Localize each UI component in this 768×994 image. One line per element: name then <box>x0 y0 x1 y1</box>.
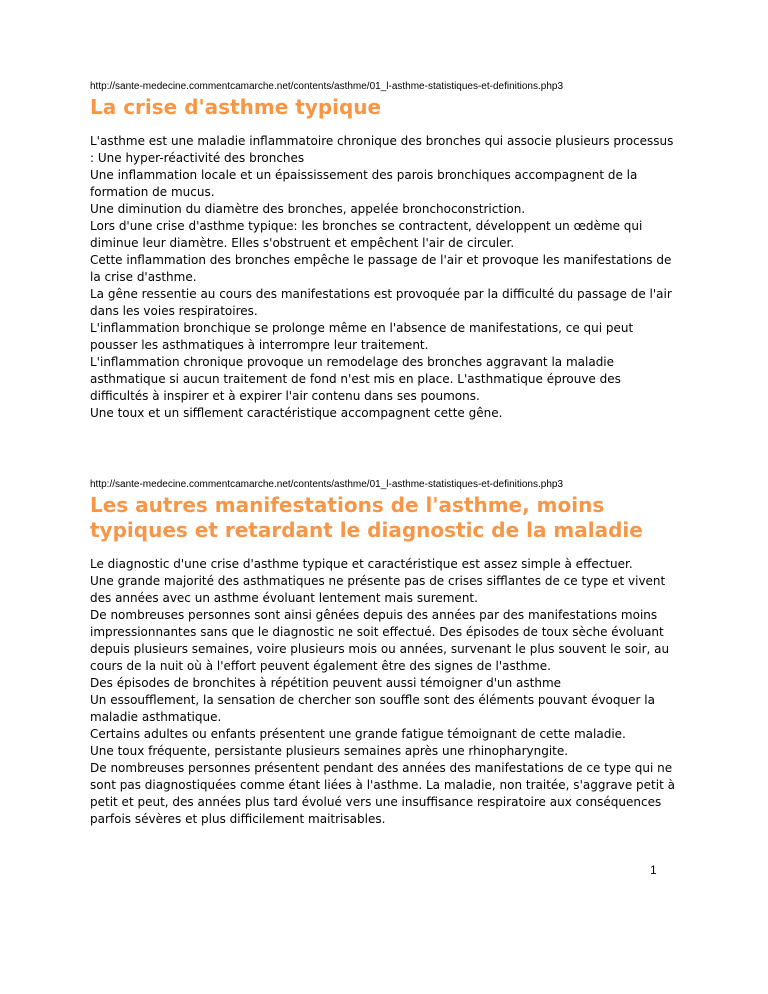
paragraph: De nombreuses personnes sont ainsi gênées depuis des années par des manifestations moins impressionnantes sans que le diagnostic ne soit effectué. Des épisodes de toux sèche évoluant depuis plusieurs semaines, voire plusieurs mois ou années, survenant le plus souvent le soir, au cours de la nuit où à l'effort peuvent également être des signes de l'asthme. <box>90 608 670 673</box>
paragraph: Le diagnostic d'une crise d'asthme typique et caractéristique est assez simple à effectuer. <box>90 557 633 571</box>
paragraph: Une toux fréquente, persistante plusieurs semaines après une rhinopharyngite. <box>90 744 569 758</box>
source-url: http://sante-medecine.commentcamarche.net/contents/asthme/01_l-asthme-statistiques-et-definitions.php3 <box>90 81 564 92</box>
paragraph: L'asthme est une maladie inflammatoire chronique des bronches qui associe plusieurs processus : Une hyper-réactivité des bronches <box>90 134 674 165</box>
paragraph: Une grande majorité des asthmatiques ne présente pas de crises sifflantes de ce type et vivent des années avec un asthme évoluant lentement mais surement. <box>90 574 666 605</box>
section-body <box>90 556 676 828</box>
paragraph: Certains adultes ou enfants présentent une grande fatigue témoignant de cette maladie. <box>90 727 626 741</box>
paragraph: Cette inflammation des bronches empêche le passage de l'air et provoque les manifestations de la crise d'asthme. <box>90 253 672 284</box>
paragraph: La gêne ressentie au cours des manifestations est provoquée par la difficulté du passage de l'air dans les voies respiratoires. <box>90 287 672 318</box>
paragraph: Une inflammation locale et un épaississement des parois bronchiques accompagnent de la formation de mucus. <box>90 168 638 199</box>
paragraph: Lors d'une crise d'asthme typique: les bronches se contractent, développent un œdème qui diminue leur diamètre. Elles s'obstruent et empêchent l'air de circuler. <box>90 219 643 250</box>
paragraph: L'inflammation chronique provoque un remodelage des bronches aggravant la maladie asthmatique si aucun traitement de fond n'est mis en place. L'asthmatique éprouve des difficultés à inspirer et à expirer l'air contenu dans ses poumons. <box>90 355 621 403</box>
section-title: La crise d'asthme typique <box>90 95 382 119</box>
paragraph: Une diminution du diamètre des bronches, appelée bronchoconstriction. <box>90 202 526 216</box>
section-body <box>90 133 676 422</box>
source-url: http://sante-medecine.commentcamarche.net/contents/asthme/01_l-asthme-statistiques-et-definitions.php3 <box>90 479 564 490</box>
paragraph: Une toux et un sifflement caractéristique accompagnent cette gêne. <box>90 406 503 420</box>
paragraph: De nombreuses personnes présentent pendant des années des manifestations de ce type qui ne sont pas diagnostiquées comme étant liées à l'asthme. La maladie, non traitée, s'aggrave petit à petit et peut, des années plus tard évolué vers une insuffisance respiratoire aux conséquences parfois sévères et plus difficilement maitrisables. <box>90 761 675 826</box>
paragraph: Un essoufflement, la sensation de chercher son souffle sont des éléments pouvant évoquer la maladie asthmatique. <box>90 693 655 724</box>
page-number: 1 <box>650 863 657 877</box>
paragraph: Des épisodes de bronchites à répétition peuvent aussi témoigner d'un asthme <box>90 676 562 690</box>
section-other-manifestations <box>90 478 676 828</box>
paragraph: L'inflammation bronchique se prolonge même en l'absence de manifestations, ce qui peut pousser les asthmatiques à interrompre leur traitement. <box>90 321 634 352</box>
section-title: Les autres manifestations de l'asthme, moins typiques et retardant le diagnostic de la maladie <box>90 493 643 542</box>
section-asthma-typical-crisis <box>90 80 676 422</box>
